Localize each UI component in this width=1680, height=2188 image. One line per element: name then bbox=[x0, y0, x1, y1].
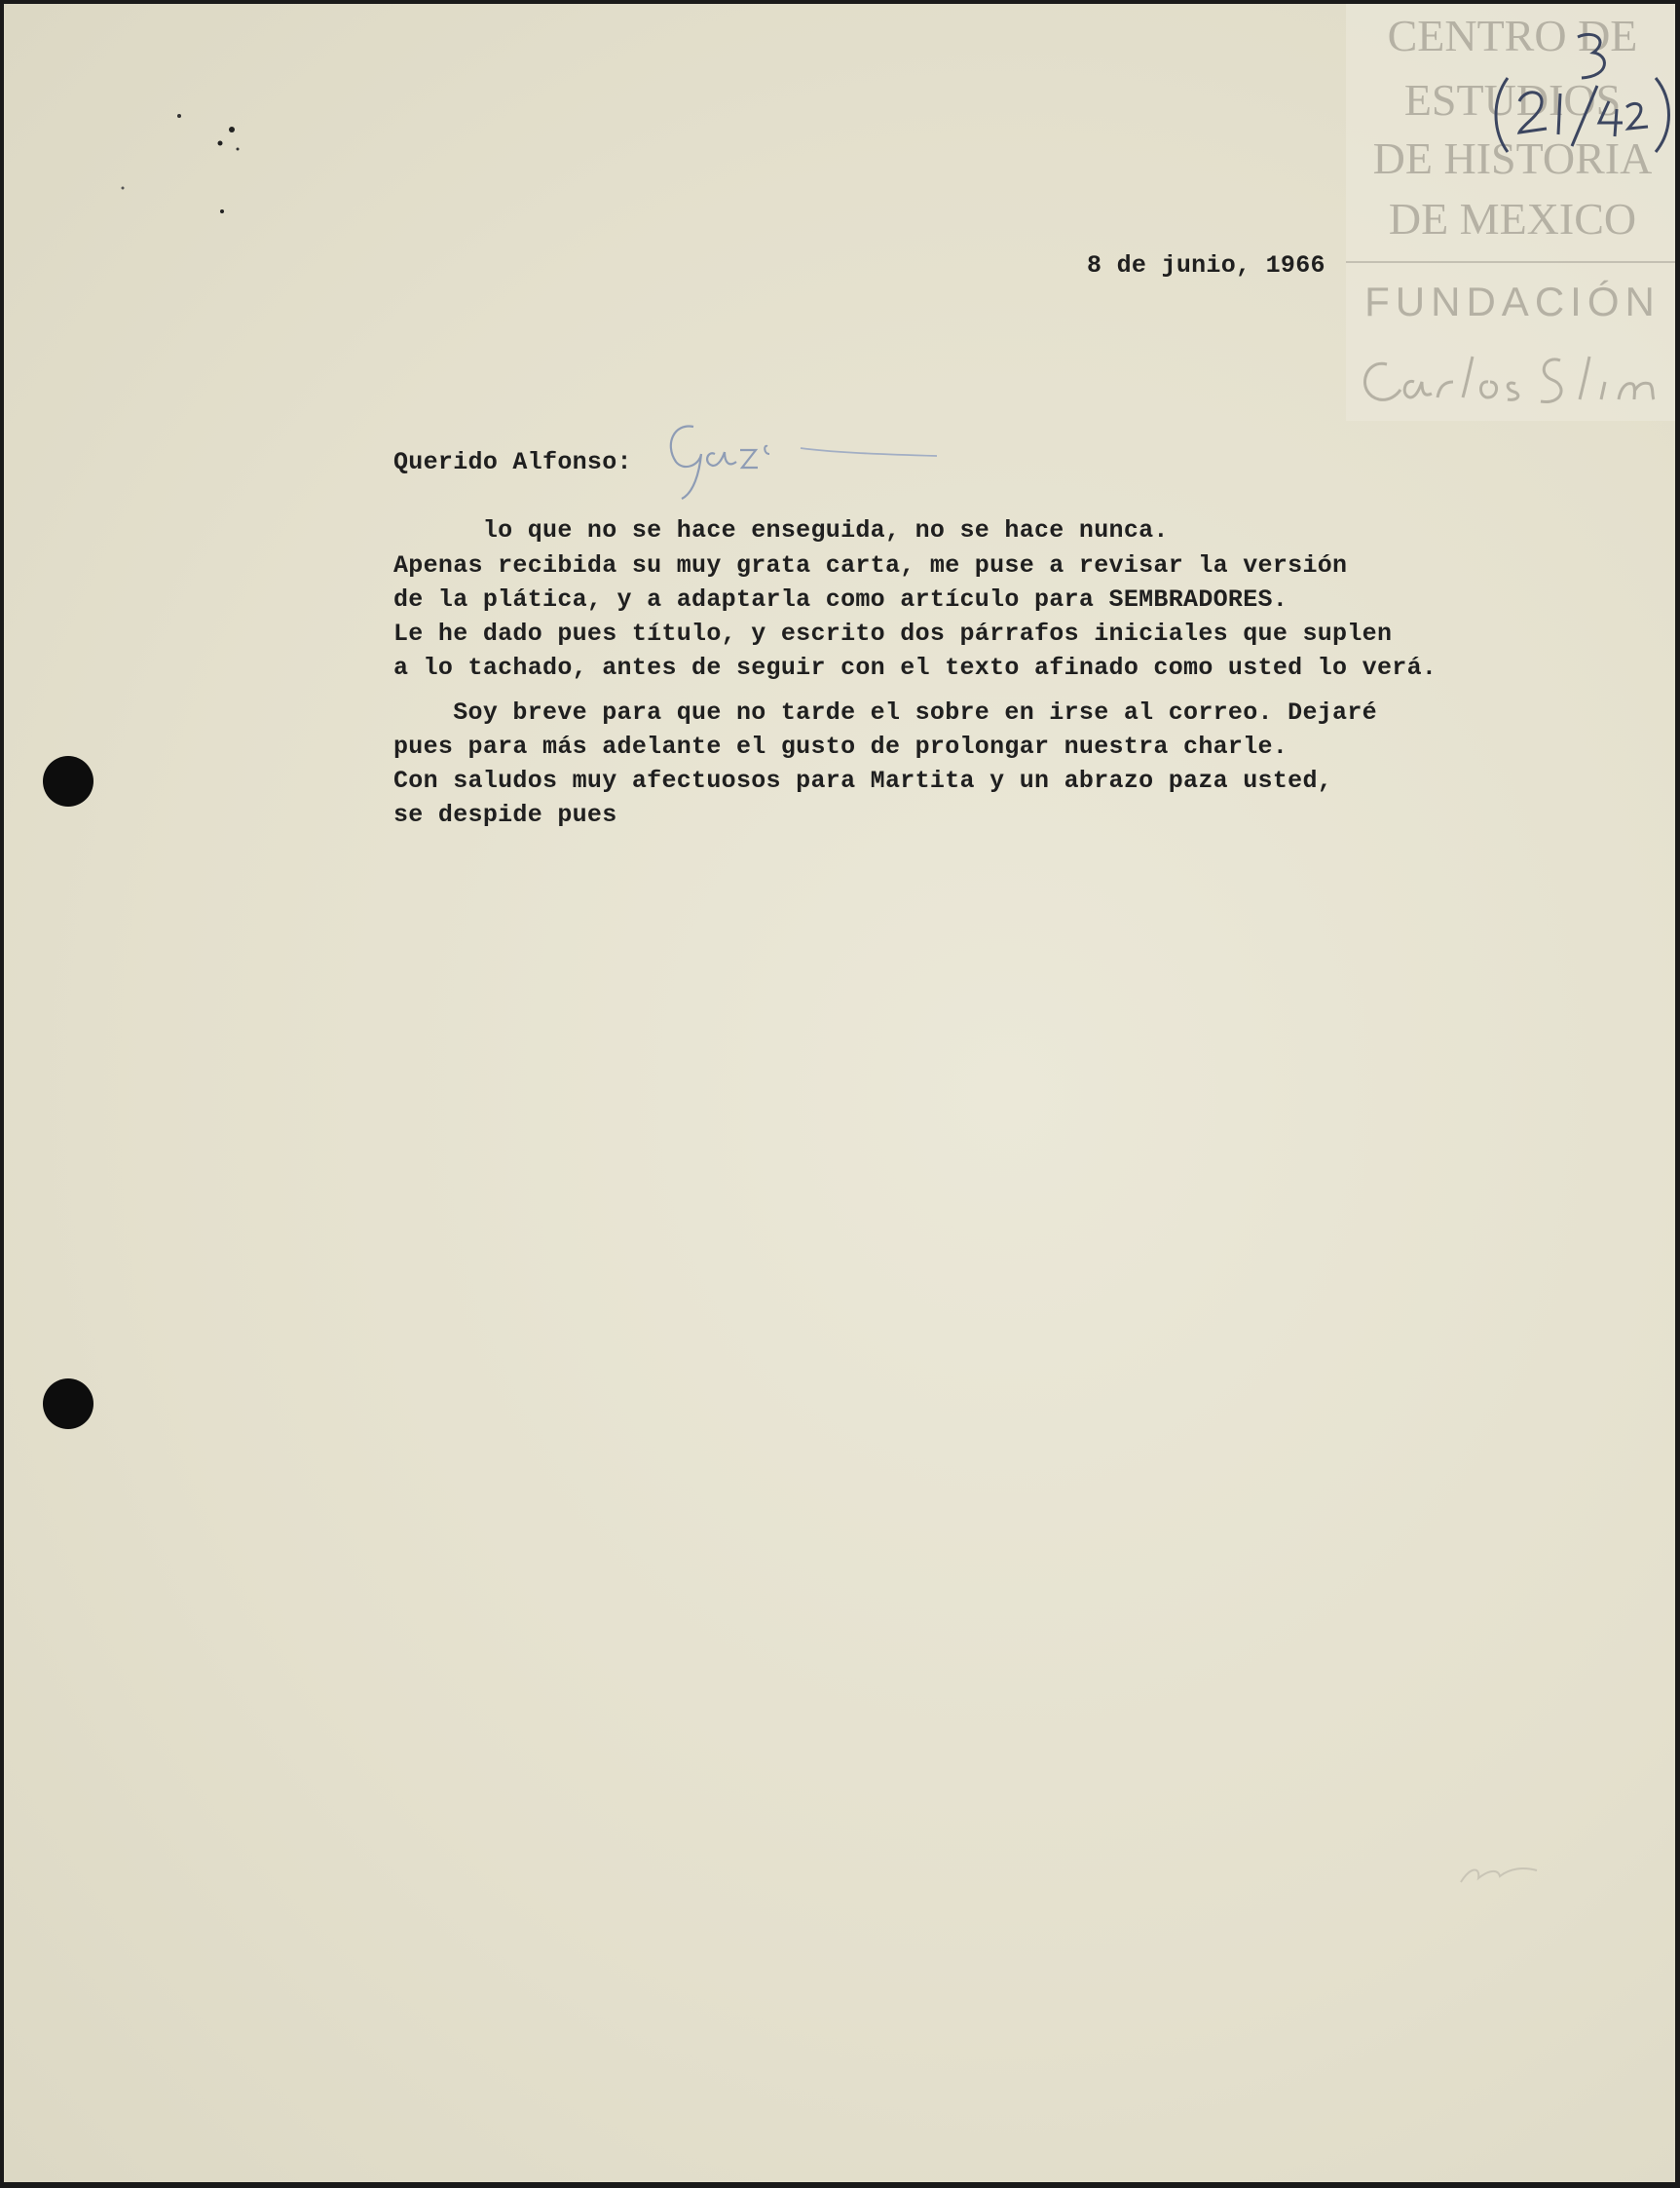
stamp-divider bbox=[1346, 261, 1675, 263]
body-line: Soy breve para que no tarde el sobre en irse al correo. Dejaré bbox=[393, 698, 1377, 727]
letter-page bbox=[4, 4, 1675, 2182]
body-line: lo que no se hace enseguida, no se hace nunca. bbox=[393, 516, 1169, 545]
stamp-line: ESTUDIOS bbox=[1403, 75, 1622, 125]
punch-hole-top bbox=[43, 756, 93, 807]
stamp-foundation: FUNDACIÓN bbox=[1364, 279, 1661, 324]
body-line: Apenas recibida su muy grata carta, me puse a revisar la versión bbox=[393, 551, 1348, 580]
letter-date: 8 de junio, 1966 bbox=[1087, 251, 1325, 280]
stamp-line: CENTRO DE bbox=[1387, 11, 1638, 60]
letter-salutation: Querido Alfonso: bbox=[393, 448, 632, 476]
body-line: se despide pues bbox=[393, 801, 617, 829]
paper-specks bbox=[111, 106, 267, 228]
body-line: pues para más adelante el gusto de prolongar nuestra charle. bbox=[393, 733, 1288, 761]
body-line: Con saludos muy afectuosos para Martita y un abrazo paza usted, bbox=[393, 767, 1333, 795]
stamp-line: DE MEXICO bbox=[1388, 194, 1637, 244]
body-line: de la plática, y a adaptarla como artículo para SEMBRADORES. bbox=[393, 585, 1288, 614]
body-line: Le he dado pues título, y escrito dos párrafos iniciales que suplen bbox=[393, 620, 1393, 648]
archive-stamp bbox=[1346, 4, 1675, 421]
body-line: a lo tachado, antes de seguir con el texto afinado como usted lo verá. bbox=[393, 654, 1437, 682]
handwritten-name bbox=[654, 415, 947, 508]
punch-hole-bottom bbox=[43, 1378, 93, 1429]
stamp-signature-logo bbox=[1354, 345, 1671, 415]
stamp-line: DE HISTORIA bbox=[1372, 133, 1653, 183]
handwritten-reference bbox=[1490, 72, 1675, 165]
faint-pencil-mark bbox=[1455, 1853, 1543, 1897]
